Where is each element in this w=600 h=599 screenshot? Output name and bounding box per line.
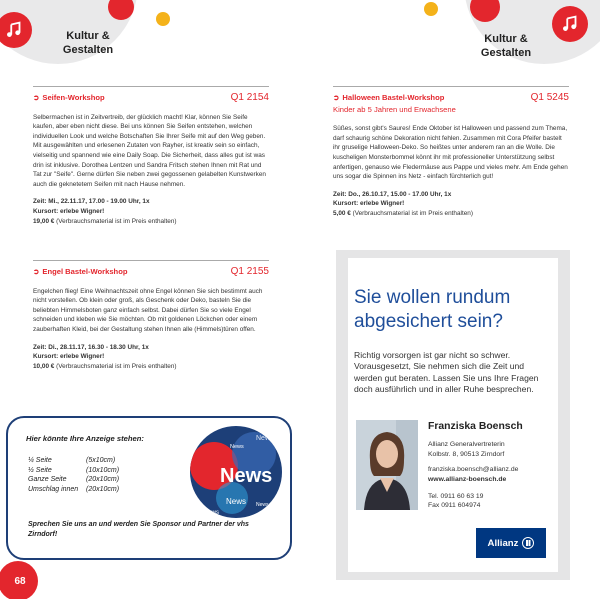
course-description: Selbermachen ist in Zeitvertreib, der glücklich macht! Klar, können Sie Seife kaufen, aber eben nicht diese. Bei uns können Sie Seifen entstehen, welchen individuellen Look und welche Botschaften Sie Ihrer Seife mit auf den Weg geben. Mit ausgewählten und erlesenen Zutaten von Rayher, ist kreativ sein so einfach, vielseitig und spannend wie eine Daily Soap. Die Sicherheit, dass alles gut ist was drin ist inklusive. Dorothea Lentzen und Sandra Fritsch stehen Ihnen mit Rat und Tat zur "Seife". Gerne dürfen Sie neben zwei gegossenen gelabelten Kunstwerken auch die geknetetem Seifen mit nach Hause nehmen. bbox=[33, 113, 266, 188]
agent-role: Allianz Generalvertreterin bbox=[428, 441, 505, 449]
course-meta bbox=[333, 190, 569, 219]
ad-size-row: ½ Seite (10x10cm) bbox=[28, 466, 120, 474]
course-title: ➲ Halloween Bastel-Workshop bbox=[333, 93, 445, 102]
header-badge-right bbox=[552, 6, 588, 42]
divider bbox=[333, 86, 569, 87]
header-title-left: Kultur & Gestalten bbox=[62, 30, 114, 56]
course-code: Q1 2155 bbox=[230, 266, 269, 277]
news-icon bbox=[190, 426, 282, 518]
header-dot-yellow bbox=[156, 12, 170, 26]
ad-space-footer: Sprechen Sie uns an und werden Sie Sponsor und Partner der vhs Zirndorf! bbox=[28, 521, 249, 538]
course-meta bbox=[33, 343, 269, 372]
portrait-image bbox=[356, 420, 418, 510]
arrow-right-icon: ➲ bbox=[33, 93, 40, 102]
course-time: Zeit: Mi., 22.11.17, 17.00 - 19.00 Uhr, 1x bbox=[33, 198, 150, 206]
music-notes-icon bbox=[559, 13, 581, 35]
agent-address: Kolbstr. 8, 90513 Zirndorf bbox=[428, 450, 505, 458]
allianz-emblem-icon bbox=[522, 537, 534, 549]
ad-size-row: ¼ Seite (5x10cm) bbox=[28, 457, 116, 464]
divider bbox=[33, 260, 269, 261]
course-title: ➲ Engel Bastel-Workshop bbox=[33, 267, 128, 276]
insurance-text: Richtig vorsorgen ist gar nicht so schwer. Vorausgesetzt, Sie nehmen sich die Zeit und werden gut beraten. Lassen Sie uns Ihre Fragen doch ausführlich und in aller Ruhe besprechen. bbox=[354, 350, 539, 395]
ad-size-row: Ganze Seite (20x10cm) bbox=[28, 476, 120, 484]
ad-space-heading: Hier könnte Ihre Anzeige stehen: bbox=[26, 434, 144, 443]
course-price: 10,00 € (Verbrauchsmaterial ist im Preis enthalten) bbox=[33, 362, 177, 370]
course-time: Zeit: Di., 28.11.17, 16.30 - 18.30 Uhr, 1x bbox=[33, 343, 149, 351]
agent-photo bbox=[356, 420, 418, 510]
course-description: Süßes, sonst gibt's Saures! Ende Oktober ist Halloween und passend zum Thema, darf schaurig schöne Dekoration nicht fehlen. Zusammen mit Cora Pfeifer bastelt ihr gruselige Halloween-Deko. So heißtes unter anderem ran an die Wolle. Die kuscheligen Monsterbommel könnt ihr mit professioneller Unterstützung selbst anfertigen, genauso wie Fledermäuse aus Pappe und vieles mehr. Am Ende gehen uns sogar die Spinnen ins Netz - einfach fürchterlich gut! bbox=[333, 125, 568, 181]
course-location: Kursort: erlebe Wigner! bbox=[333, 200, 405, 208]
svg-text:News: News bbox=[226, 497, 247, 506]
insurance-headline: Sie wollen rundum abgesichert sein? bbox=[354, 287, 511, 332]
svg-text:News: News bbox=[220, 465, 273, 487]
insurance-ad bbox=[336, 250, 570, 580]
course-code: Q1 5245 bbox=[530, 92, 569, 103]
ad-size-row: Umschlag innen (20x10cm) bbox=[28, 485, 120, 493]
divider bbox=[33, 86, 269, 87]
allianz-logo: Allianz bbox=[476, 528, 546, 558]
agent-contact bbox=[428, 422, 523, 511]
page-number: 68 bbox=[0, 561, 38, 599]
music-notes-icon bbox=[3, 19, 25, 41]
course-location: Kursort: erlebe Wigner! bbox=[33, 353, 105, 361]
course-halloween bbox=[333, 86, 569, 219]
course-seifen bbox=[33, 86, 269, 226]
agent-fax: Fax 0911 604974 bbox=[428, 502, 481, 510]
course-location: Kursort: erlebe Wigner! bbox=[33, 207, 105, 215]
course-engel bbox=[33, 260, 269, 371]
svg-text:New: New bbox=[256, 435, 271, 442]
agent-email[interactable]: franziska.boensch@allianz.de bbox=[428, 466, 519, 474]
news-graphic bbox=[190, 426, 282, 518]
course-subtitle: Kinder ab 5 Jahren und Erwachsene bbox=[333, 104, 456, 114]
header-title-right: Kultur & Gestalten bbox=[480, 33, 532, 59]
course-code: Q1 2154 bbox=[230, 92, 269, 103]
header-dot-yellow bbox=[424, 2, 438, 16]
ad-space-box bbox=[6, 416, 292, 560]
course-time: Zeit: Do., 26.10.17, 15.00 - 17.00 Uhr, 1x bbox=[333, 190, 452, 198]
agent-phone: Tel. 0911 60 63 19 bbox=[428, 493, 484, 501]
insurance-ad-card bbox=[348, 258, 558, 572]
svg-text:News: News bbox=[256, 502, 269, 508]
course-title: ➲ Seifen-Workshop bbox=[33, 93, 105, 102]
course-description: Engelchen flieg! Eine Weihnachtszeit ohne Engel können Sie sich bestimmt auch nicht vorstellen. Ob klein oder groß, als Geschenk oder Deko, basteln Sie die beliebten Himmelsboten ganz einfach selbst. Dabei dürfen Sie so viele Engel schneiden und kleben wie Sie möchten. Ob mit goldenen Löckchen oder einem zauberhaften Kleid, bei der Gestaltung stehen Ihnen alle (Himmels)türen offen. bbox=[33, 287, 263, 333]
arrow-right-icon: ➲ bbox=[33, 267, 40, 276]
course-price: 5,00 € (Verbrauchsmaterial ist im Preis enthalten) bbox=[333, 209, 473, 217]
course-meta bbox=[33, 197, 269, 226]
svg-text:News: News bbox=[204, 510, 220, 516]
agent-website[interactable]: www.allianz-boensch.de bbox=[428, 475, 507, 483]
svg-text:News: News bbox=[230, 444, 244, 450]
course-price: 19,00 € (Verbrauchsmaterial ist im Preis enthalten) bbox=[33, 217, 177, 225]
arrow-right-icon: ➲ bbox=[333, 93, 340, 102]
ad-size-table bbox=[28, 456, 119, 494]
agent-name: Franziska Boensch bbox=[428, 421, 523, 432]
